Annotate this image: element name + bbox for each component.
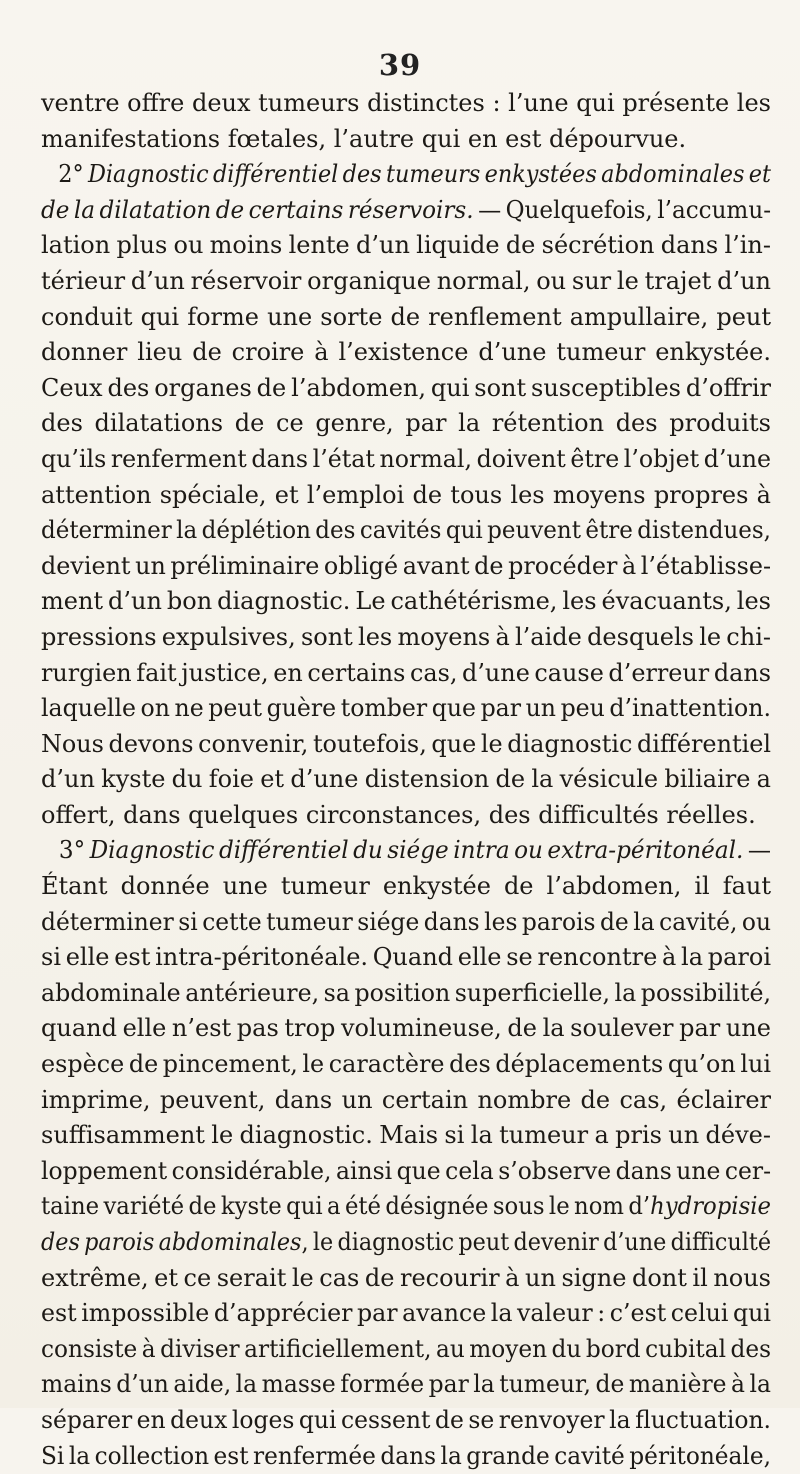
text-line bbox=[41, 584, 771, 620]
text-segment: séparer en deux loges qui cessent de se renvoyer la fluctuation. bbox=[41, 1405, 771, 1434]
text-segment: extrême, et ce serait le cas de recourir à un signe dont il nous bbox=[41, 1263, 771, 1292]
text-segment: — Quelquefois, l’accumu- bbox=[473, 195, 771, 224]
text-line bbox=[41, 727, 771, 763]
text-line bbox=[41, 869, 771, 905]
text-line bbox=[41, 762, 771, 798]
text-line bbox=[41, 1118, 771, 1154]
text-line bbox=[41, 940, 771, 976]
text-segment: taine variété de kyste qui a été désignée sous le nom d’ bbox=[41, 1192, 651, 1221]
text-segment: lation plus ou moins lente d’un liquide de sécrétion dans l’in- bbox=[41, 231, 771, 260]
text-segment: mains d’un aide, la masse formée par la tumeur, de manière à la bbox=[41, 1370, 771, 1399]
text-line bbox=[41, 1296, 771, 1332]
text-line bbox=[41, 1011, 771, 1047]
text-line bbox=[41, 1083, 771, 1119]
text-segment: déterminer si cette tumeur siége dans les parois de la cavité, ou bbox=[41, 907, 771, 936]
text-line bbox=[41, 406, 771, 442]
text-segment: , le diagnostic peut devenir d’une difficulté bbox=[301, 1228, 771, 1256]
text-segment: si elle est intra-péritonéale. Quand elle se rencontre à la paroi bbox=[41, 943, 771, 972]
text-segment: laquelle on ne peut guère tomber que par un peu d’inattention. bbox=[41, 694, 771, 723]
text-segment: Nous devons convenir, toutefois, que le diagnostic différentiel bbox=[41, 729, 771, 758]
text-segment: Ceux des organes de l’abdomen, qui sont susceptibles d’offrir bbox=[41, 373, 771, 402]
text-segment: 3° bbox=[41, 836, 90, 865]
text-segment: espèce de pincement, le caractère des déplacements qu’on lui bbox=[41, 1050, 771, 1079]
text-line bbox=[41, 264, 771, 300]
text-segment: quand elle n’est pas trop volumineuse, de la soulever par une bbox=[41, 1014, 771, 1043]
text-segment: ventre offre deux tumeurs distinctes : l’une qui présente les bbox=[41, 89, 771, 117]
text-segment: qu’ils renferment dans l’état normal, doivent être l’objet d’une bbox=[41, 444, 771, 473]
text-line bbox=[41, 1154, 771, 1190]
text-segment: déterminer la déplétion des cavités qui peuvent être distendues, bbox=[41, 516, 771, 545]
text-line bbox=[41, 620, 771, 656]
italic-text: des parois abdominales bbox=[41, 1228, 302, 1256]
text-segment: conduit qui forme une sorte de renflement ampullaire, peut bbox=[41, 302, 771, 331]
italic-text: Diagnostic différentiel des tumeurs enkystées abdominales et bbox=[87, 160, 771, 189]
text-line bbox=[41, 228, 771, 264]
italic-text: Diagnostic différentiel du siége intra ou extra-péritonéal. bbox=[89, 836, 744, 865]
text-segment: — bbox=[743, 836, 771, 865]
page-number: 39 bbox=[378, 48, 422, 82]
text-segment: suffisamment le diagnostic. Mais si la tumeur a pris un déve- bbox=[41, 1121, 771, 1150]
text-line bbox=[41, 193, 771, 229]
text-segment: abdominale antérieure, sa position superficielle, la possibilité, bbox=[41, 978, 771, 1007]
text-line bbox=[41, 1261, 771, 1297]
text-line bbox=[41, 300, 771, 336]
text-line bbox=[41, 1189, 771, 1225]
text-line bbox=[41, 442, 771, 478]
text-segment: manifestations fœtales, l’autre qui en est dépourvue. bbox=[41, 124, 687, 153]
text-line bbox=[41, 335, 771, 371]
text-line bbox=[41, 122, 771, 158]
text-segment: offert, dans quelques circonstances, des difficultés réelles. bbox=[41, 800, 756, 829]
text-segment: d’un kyste du foie et d’une distension de la vésicule biliaire a bbox=[41, 765, 771, 794]
text-line bbox=[41, 1367, 771, 1403]
text-segment: consiste à diviser artificiellement, au moyen du bord cubital des bbox=[41, 1334, 771, 1363]
text-segment: pressions expulsives, sont les moyens à l’aide desquels le chi- bbox=[41, 622, 771, 651]
text-segment: imprime, peuvent, dans un certain nombre de cas, éclairer bbox=[41, 1085, 771, 1114]
text-segment: attention spéciale, et l’emploi de tous les moyens propres à bbox=[41, 480, 771, 509]
text-segment: donner lieu de croire à l’existence d’une tumeur enkystée. bbox=[41, 338, 771, 367]
text-segment: devient un préliminaire obligé avant de procéder à l’établisse- bbox=[41, 551, 771, 580]
body-text bbox=[41, 86, 771, 1474]
text-line bbox=[41, 691, 771, 727]
italic-text: de la dilatation de certains réservoirs. bbox=[41, 195, 474, 224]
text-line bbox=[41, 905, 771, 941]
italic-text: hydropisie bbox=[650, 1192, 771, 1221]
text-line bbox=[41, 478, 771, 514]
text-segment: Si la collection est renfermée dans la grande cavité péritonéale, bbox=[41, 1441, 771, 1470]
text-line bbox=[41, 656, 771, 692]
text-line bbox=[41, 1225, 771, 1261]
text-segment: térieur d’un réservoir organique normal, ou sur le trajet d’un bbox=[41, 266, 771, 295]
text-line bbox=[41, 371, 771, 407]
text-line bbox=[41, 976, 771, 1012]
text-segment: 2° bbox=[41, 160, 88, 189]
text-line bbox=[41, 798, 771, 834]
text-segment: Étant donnée une tumeur enkystée de l’abdomen, il faut bbox=[41, 872, 771, 901]
text-line bbox=[41, 513, 771, 549]
text-line bbox=[41, 549, 771, 585]
text-segment: ment d’un bon diagnostic. Le cathétérisme, les évacuants, les bbox=[41, 587, 771, 616]
text-line bbox=[41, 1047, 771, 1083]
text-segment: rurgien fait justice, en certains cas, d’une cause d’erreur dans bbox=[41, 658, 771, 687]
text-line bbox=[41, 833, 771, 869]
text-segment: est impossible d’apprécier par avance la valeur : c’est celui qui bbox=[41, 1299, 771, 1328]
text-line bbox=[41, 1332, 771, 1368]
text-segment: loppement considérable, ainsi que cela s’observe dans une cer- bbox=[41, 1156, 771, 1185]
text-line bbox=[41, 86, 771, 122]
text-line bbox=[41, 1439, 771, 1474]
text-line bbox=[41, 1403, 771, 1439]
text-segment: des dilatations de ce genre, par la rétention des produits bbox=[41, 409, 771, 438]
text-line bbox=[41, 157, 771, 193]
